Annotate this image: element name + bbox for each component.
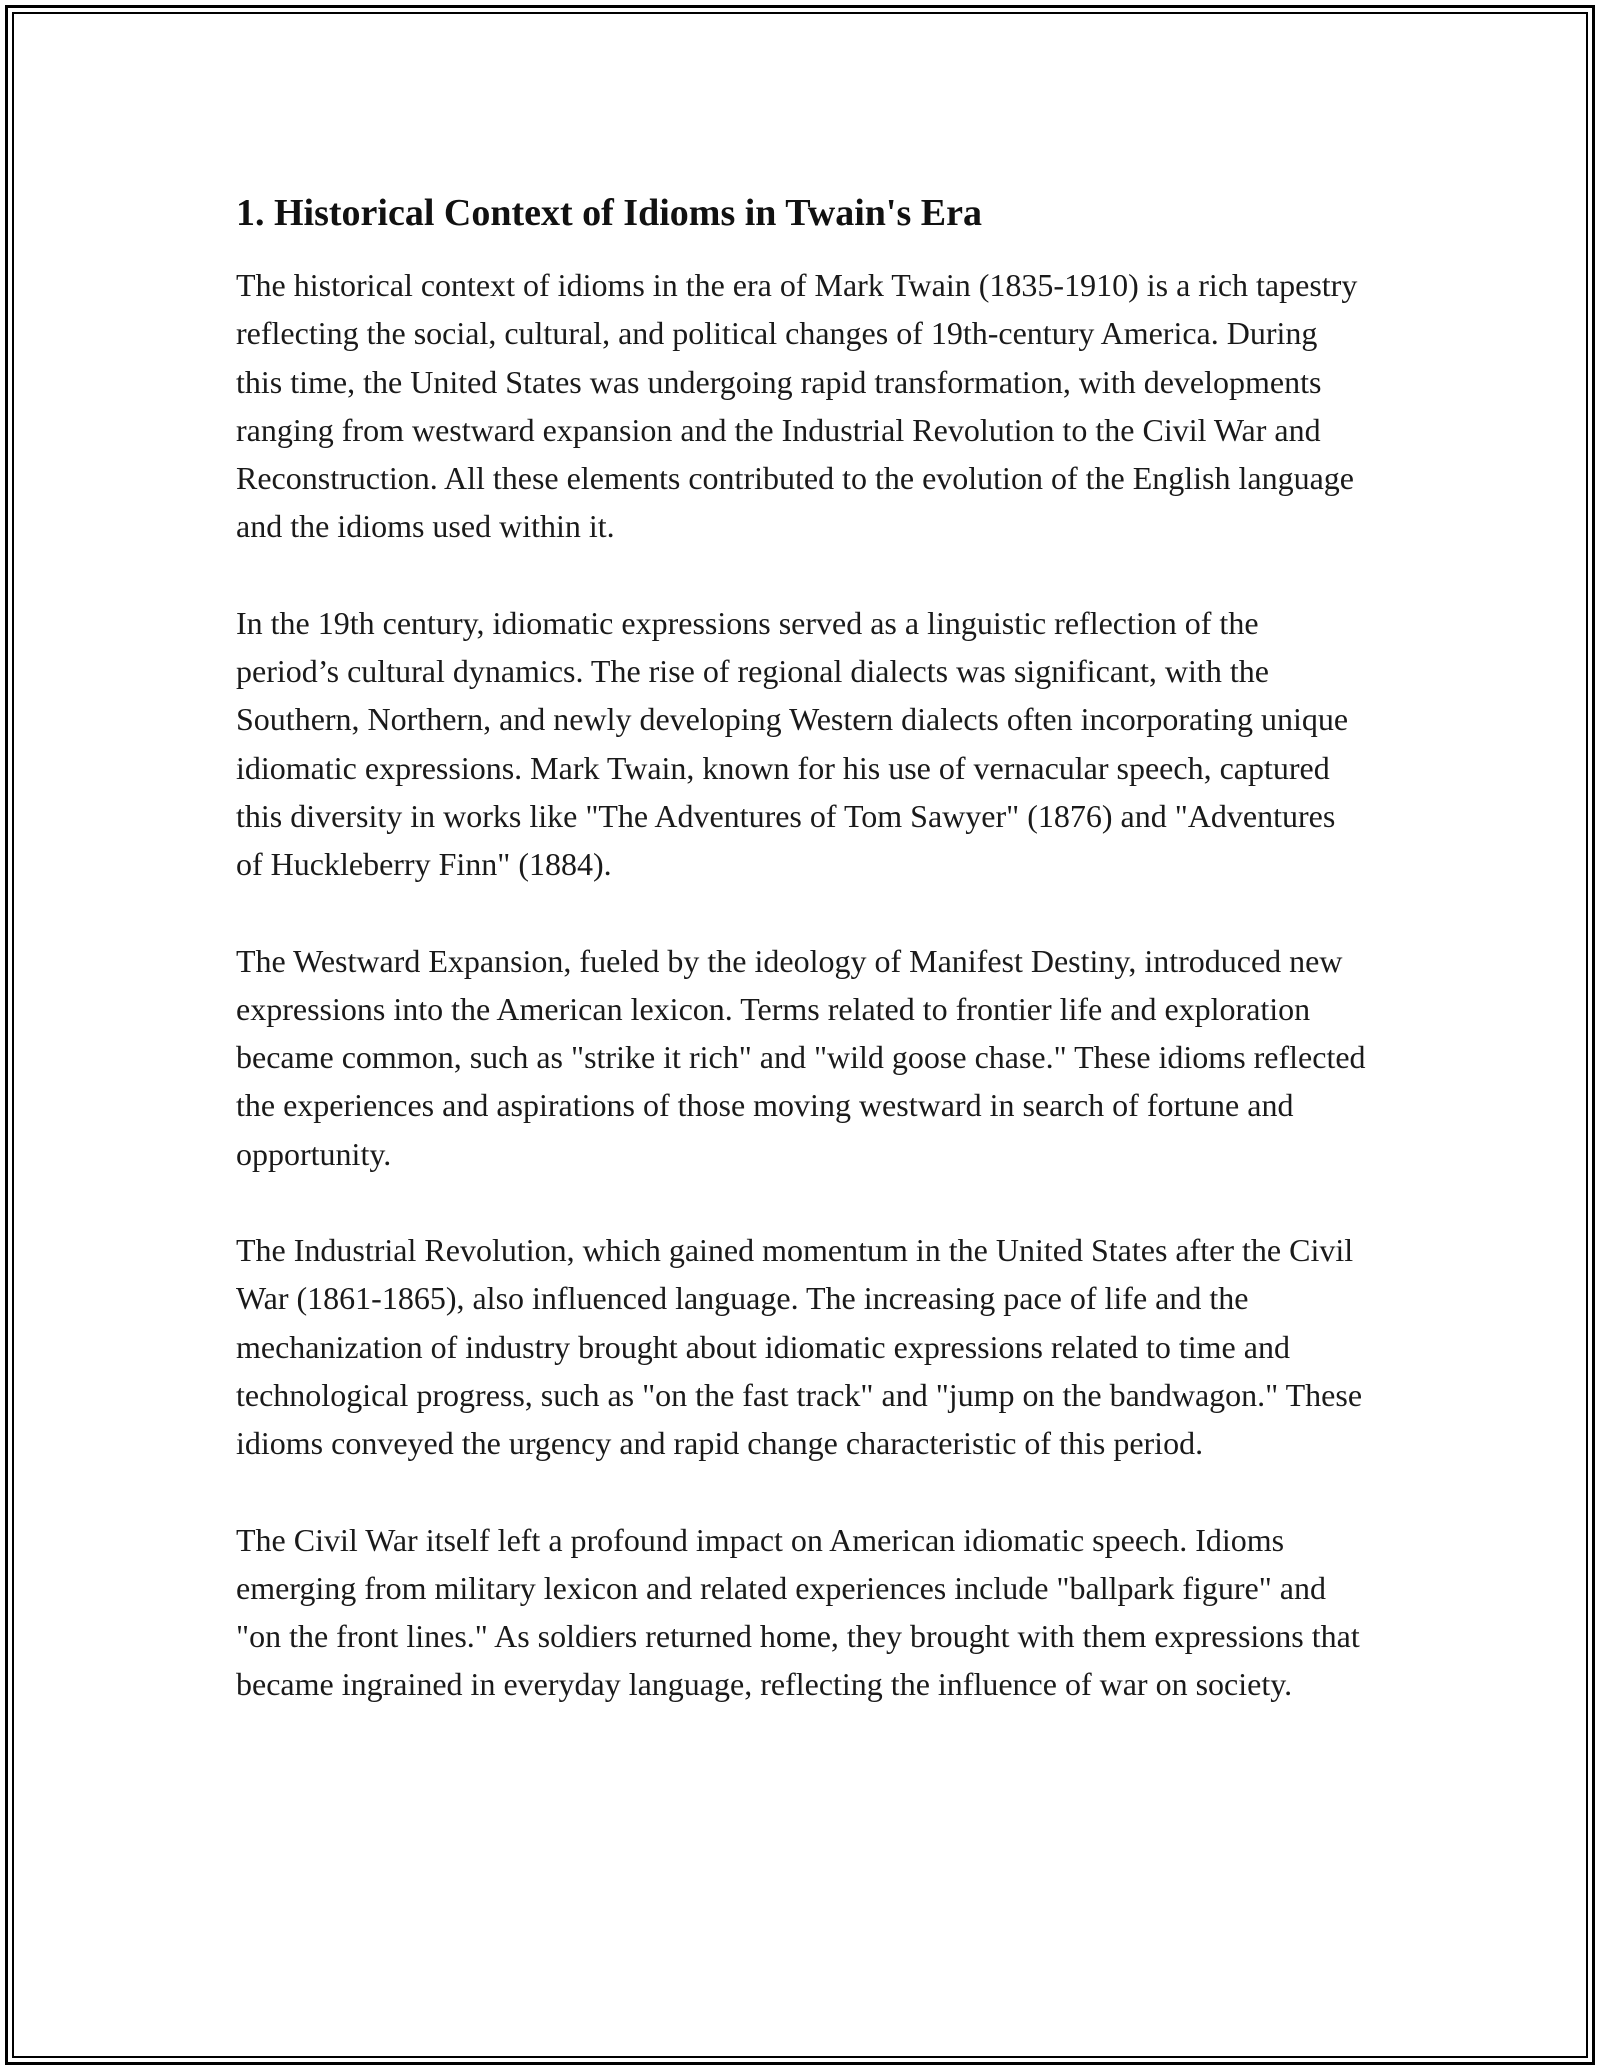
paragraph-industrial-revolution: The Industrial Revolution, which gained momentum in the United States after the Civil War (1861-1865), also influenced language. The increasing pace of life and the mechanization of industry brought about idiomatic expressions related to time and technological progress, such as "on the fast track" and "jump on the bandwagon." These idioms conveyed the urgency and rapid change characteristic of this period. <box>236 1232 1363 1462</box>
document-body <box>236 188 1366 1757</box>
paragraph-historical-context: The historical context of idioms in the era of Mark Twain (1835-1910) is a rich tapestry reflecting the social, cultural, and political changes of 19th-century America. During this time, the United States was undergoing rapid transformation, with developments ranging from westward expansion and the Industrial Revolution to the Civil War and Reconstruction. All these elements contributed to the evolution of the English language and the idioms used within it. <box>236 267 1358 545</box>
paragraph-regional-dialects: In the 19th century, idiomatic expressions served as a linguistic reflection of the period’s cultural dynamics. The rise of regional dialects was significant, with the Southern, Northern, and newly developing Western dialects often incorporating unique idiomatic expressions. Mark Twain, known for his use of vernacular speech, captured this diversity in works like "The Adventures of Tom Sawyer" (1876) and "Adventures of Huckleberry Finn" (1884). <box>236 604 1349 883</box>
section-heading: 1. Historical Context of Idioms in Twain's Era <box>236 192 982 234</box>
paragraph-civil-war: The Civil War itself left a profound impact on American idiomatic speech. Idioms emerging from military lexicon and related experiences include "ballpark figure" and "on the front lines." As soldiers returned home, they brought with them expressions that became ingrained in everyday language, reflecting the influence of war on society. <box>236 1521 1360 1703</box>
paragraph-westward-expansion: The Westward Expansion, fueled by the ideology of Manifest Destiny, introduced new expressions into the American lexicon. Terms related to frontier life and exploration became common, such as "strike it rich" and "wild goose chase." These idioms reflected the experiences and aspirations of those moving westward in search of fortune and opportunity. <box>236 942 1366 1172</box>
